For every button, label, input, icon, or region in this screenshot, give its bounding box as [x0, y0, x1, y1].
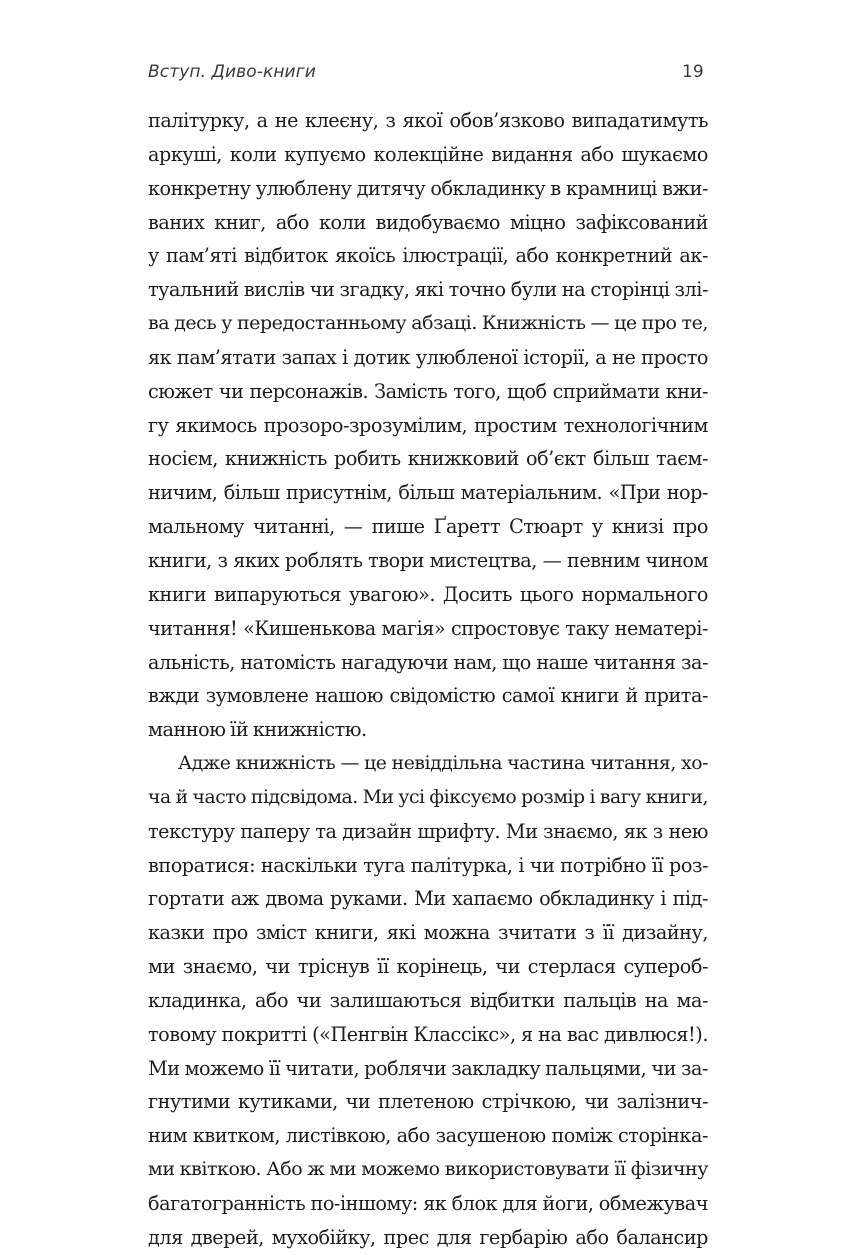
text-line: гортати аж двома руками. Ми хапаємо обкладинку і під-: [148, 887, 708, 911]
text-line: впоратися: наскільки туга палітурка, і чи потрібно її роз-: [148, 853, 708, 877]
paragraph-2: [148, 747, 708, 1255]
text-line: у пам’яті відбиток якоїсь ілюстрації, або конкретний ак-: [148, 244, 708, 268]
text-line: ми квіткою. Або ж ми можемо використовувати її фізичну: [148, 1158, 708, 1181]
text-line: казки про зміст книги, які можна зчитати з її дизайну,: [148, 921, 708, 945]
text-line: туальний вислів чи згадку, які точно були на сторінці злі-: [148, 278, 708, 302]
text-line: читання! «Кишенькова магія» спростовує таку нематері-: [148, 616, 708, 640]
text-line: Адже книжність — це невіддільна частина читання, хо-: [178, 753, 708, 775]
text-line: сюжет чи персонажів. Замість того, щоб сприймати кни-: [148, 379, 708, 403]
text-line: кладинка, або чи залишаються відбитки пальців на ма-: [148, 988, 708, 1012]
text-line: альність, натомість нагадуючи нам, що наше читання за-: [148, 650, 708, 674]
text-line: текстуру паперу та дизайн шрифту. Ми знаємо, як з нею: [148, 819, 708, 843]
text-line: ми знаємо, чи тріснув її корінець, чи стерлася супероб-: [148, 955, 708, 979]
text-line: ним квитком, листівкою, або засушеною поміж сторінка-: [148, 1124, 708, 1148]
text-line: аркуші, коли купуємо колекційне видання або шукаємо: [148, 142, 708, 166]
text-line: палітурку, а не клеєну, з якої обов’язково випадатимуть: [148, 109, 708, 132]
text-line: гу якимось прозоро-зрозумілим, простим технологічним: [148, 413, 708, 437]
page-number: 19: [682, 62, 704, 82]
text-line: конкретну улюблену дитячу обкладинку в крамниці вжи-: [148, 176, 708, 200]
running-head: Вступ. Диво-книги: [148, 62, 316, 82]
text-line: для дверей, мухобійку, прес для гербарію або балансир: [148, 1225, 708, 1249]
text-line: товому покритті («Пенгвін Классікс», я на вас дивлюся!).: [148, 1022, 708, 1046]
body-text: [148, 104, 708, 1255]
text-line: багатогранність по-іншому: як блок для йоги, обмежувач: [148, 1192, 708, 1215]
text-line: як пам’ятати запах і дотик улюбленої історії, а не просто: [148, 345, 708, 369]
paragraph-1: [148, 104, 708, 747]
text-line: книги, з яких роблять твори мистецтва, — певним чином: [148, 548, 708, 572]
text-line: ва десь у передостанньому абзаці. Книжність — це про те,: [148, 312, 708, 335]
text-line: ваних книг, або коли видобуваємо міцно зафіксований: [148, 210, 708, 234]
text-line: мальному читанні, — пише Ґаретт Стюарт у книзі про: [148, 515, 708, 539]
text-line: вжди зумовлене нашою свідомістю самої книги й прита-: [148, 684, 708, 708]
text-line: книги випаруються увагою». Досить цього нормального: [148, 582, 708, 606]
text-line: ча й часто підсвідома. Ми усі фіксуємо розмір і вагу книги,: [148, 786, 708, 808]
text-line: манною їй книжністю.: [148, 718, 367, 742]
text-line: Ми можемо її читати, роблячи закладку пальцями, чи за-: [148, 1056, 708, 1080]
text-line: носієм, книжність робить книжковий об’єкт більш таєм-: [148, 447, 708, 471]
text-line: гнутими кутиками, чи плетеною стрічкою, чи залізнич-: [148, 1090, 708, 1114]
text-line: ничим, більш присутнім, більш матеріальним. «При нор-: [148, 481, 708, 505]
